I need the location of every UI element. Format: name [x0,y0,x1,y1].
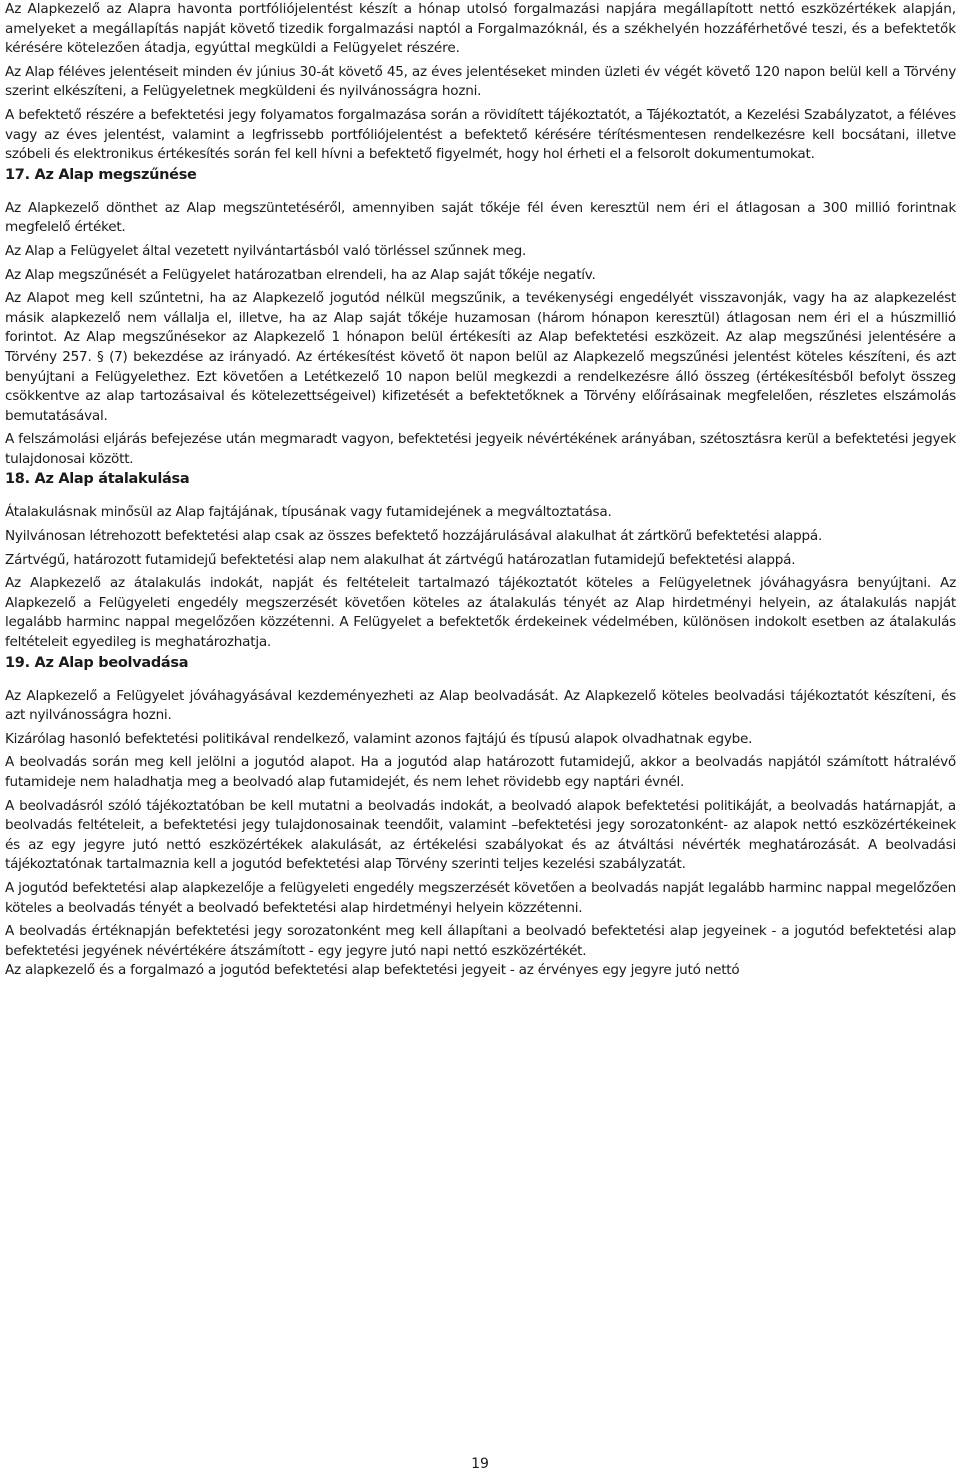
section-17-paragraph: A felszámolási eljárás befejezése után megmaradt vagyon, befektetési jegyeik névértékének arányában, szétosztásra kerül a befektetési jegyek tulajdonosai között. [5,431,956,467]
section-19-paragraph: A beolvadásról szóló tájékoztatóban be kell mutatni a beolvadás indokát, a beolvadó alapok befektetési politikáját, a beolvadás határnapját, a beolvadás feltételeit, a befektetési jegy tulajdonosainak teendőit, valamint –befektetési jegy sorozatonként- az alapok nettó eszközértékeinek és az egy jegyre jutó nettó eszközértékek alakulását, az értékelési szabályokat és az átváltási névérték meghatározását. A beolvadási tájékoztatónak tartalmaznia kell a jogutód befektetési alap Törvény szerinti teljes kezelési szabályzatát. [5,797,956,873]
section-17-paragraph: Az Alap megszűnését a Felügyelet határozatban elrendeli, ha az Alap saját tőkéje negatív. [5,266,596,283]
section-19-paragraph: Az Alapkezelő a Felügyelet jóváhagyásával kezdeményezheti az Alap beolvadását. Az Alapkezelő köteles beolvadási tájékoztatót készíteni, és azt nyilvánosságra hozni. [5,687,956,724]
section-19-paragraph: Az alapkezelő és a forgalmazó a jogutód befektetési alap befektetési jegyeit - az érvényes egy jegyre jutó nettó [5,962,740,979]
paragraph-portfolio-report: Az Alapkezelő az Alapra havonta portfóliójelentést készít a hónap utolsó forgalmazási napjára megállapított nettó eszközértékek alapján, amelyeket a megállapítás napját követő tizedik forgalmazási naptól a Forgalmazóknál, és a székhelyén hozzáférhetővé teszi, és a befektetők kérésére kötelezően átadja, egyúttal megküldi a Felügyelet részére. [5,1,956,57]
section-19-paragraph: Kizárólag hasonló befektetési politikával rendelkező, valamint azonos fajtájú és típusú alapok olvadhatnak egybe. [5,730,753,747]
section-19-paragraph: A jogutód befektetési alap alapkezelője a felügyeleti engedély megszerzését követően a beolvadás napját legalább harminc nappal megelőzően köteles a beolvadás tényét a beolvadó befektetési alap hirdetményi helyein közzétenni. [5,879,956,916]
section-18-paragraph: Átalakulásnak minősül az Alap fajtájának, típusának vagy futamidejének a megváltoztatása. [5,504,612,521]
section-18-paragraph: Nyilvánosan létrehozott befektetési alap csak az összes befektető hozzájárulásával alakulhat át zártkörű befektetési alappá. [5,528,823,545]
section-19-paragraph: A beolvadás során meg kell jelölni a jogutód alapot. Ha a jogutód alap határozott futamidejű, akkor a beolvadás napjától számított hátralévő futamideje nem haladhatja meg a beolvadó alap futamidejét, és nem lehet rövidebb egy naptári évnél. [5,754,956,790]
section-18-title: 18. Az Alap átalakulása [5,471,190,488]
section-17-paragraph: Az Alapkezelő dönthet az Alap megszüntetéséről, amennyiben saját tőkéje fél éven keresztül nem éri el átlagosan a 300 millió forintnak megfelelő értéket. [5,199,956,236]
section-19-paragraph: A beolvadás értéknapján befektetési jegy sorozatonként meg kell állapítani a beolvadó befektetési alap jegyeinek - a jogutód befektetési alap befektetési jegyének névértékére átszámított - egy jegyre jutó napi nettó eszközértékét. [5,923,956,959]
paragraph-semiannual-report: Az Alap féléves jelentéseit minden év június 30-át követő 45, az éves jelentéseket minden üzleti év végét követő 120 napon belül kell a Törvény szerint elkészíteni, a Felügyeletnek megküldeni és nyilvánosságra hozni. [5,63,956,100]
section-18-paragraph: Zártvégű, határozott futamidejű befektetési alap nem alakulhat át zártvégű határozatlan futamidejű befektetési alappá. [5,551,796,568]
section-19-title: 19. Az Alap beolvadása [5,654,189,671]
document-page [5,0,956,981]
page-number: 19 [471,1456,489,1472]
paragraph-investor-documents: A befektető részére a befektetési jegy folyamatos forgalmazása során a rövidített tájékoztatót, a Tájékoztatót, a Kezelési Szabályzatot, a féléves vagy az éves jelentést, valamint a legfrissebb portfóliójelentést a befektető kérésére térítésmentesen rendelkezésre kell bocsátani, illetve szóbeli és elektronikus értékesítés során fel kell hívni a befektető figyelmét, hogy hol érheti el a felsorolt dokumentumokat. [5,106,956,163]
section-18-paragraph: Az Alapkezelő az átalakulás indokát, napját és feltételeit tartalmazó tájékoztatót köteles a Felügyeletnek jóváhagyásra benyújtani. Az Alapkezelő a Felügyeleti engedély megszerzését követően köteles az átalakulás tényét az Alap hirdetményi helyein, az átalakulás napját legalább harminc nappal megelőzően közzétenni. A Felügyelet a befektetők érdekeinek védelmében, különösen indokolt esetben az átalakulás feltételeit egyedileg is meghatározhatja. [5,575,956,651]
section-17-paragraph: Az Alap a Felügyelet által vezetett nyilvántartásból való törléssel szűnnek meg. [5,242,527,259]
section-17-paragraph: Az Alapot meg kell szűntetni, ha az Alapkezelő jogutód nélkül megszűnik, a tevékenységi engedélyét visszavonják, vagy ha az alapkezelést másik alapkezelő nem vállalja el, illetve, ha az Alap saját tőkéje huzamosan (három hónapon keresztül) átlagosan nem éri el a húszmillió forintot. Az Alap megszűnésekor az Alapkezelő 1 hónapon belül értékesíti az Alap befektetési eszközeit. Az alap megszűnési jelentésére a Törvény 257. § (7) bekezdése az irányadó. Az értékesítést követő öt napon belül az Alapkezelő megszűnési jelentést köteles készíteni, és azt benyújtani a Felügyelethez. Ezt követően a Letétkezelő 10 napon belül megkezdi a rendelkezésre álló összeg (értékesítésből befolyt összeg csökkentve az alap tartozásaival és kötelezettségeivel) kifizetését a befektetőknek a Törvény előírásainak megfelelően, részletes elszámolás bemutatásával. [5,290,956,424]
section-17-title: 17. Az Alap megszűnése [5,166,197,183]
